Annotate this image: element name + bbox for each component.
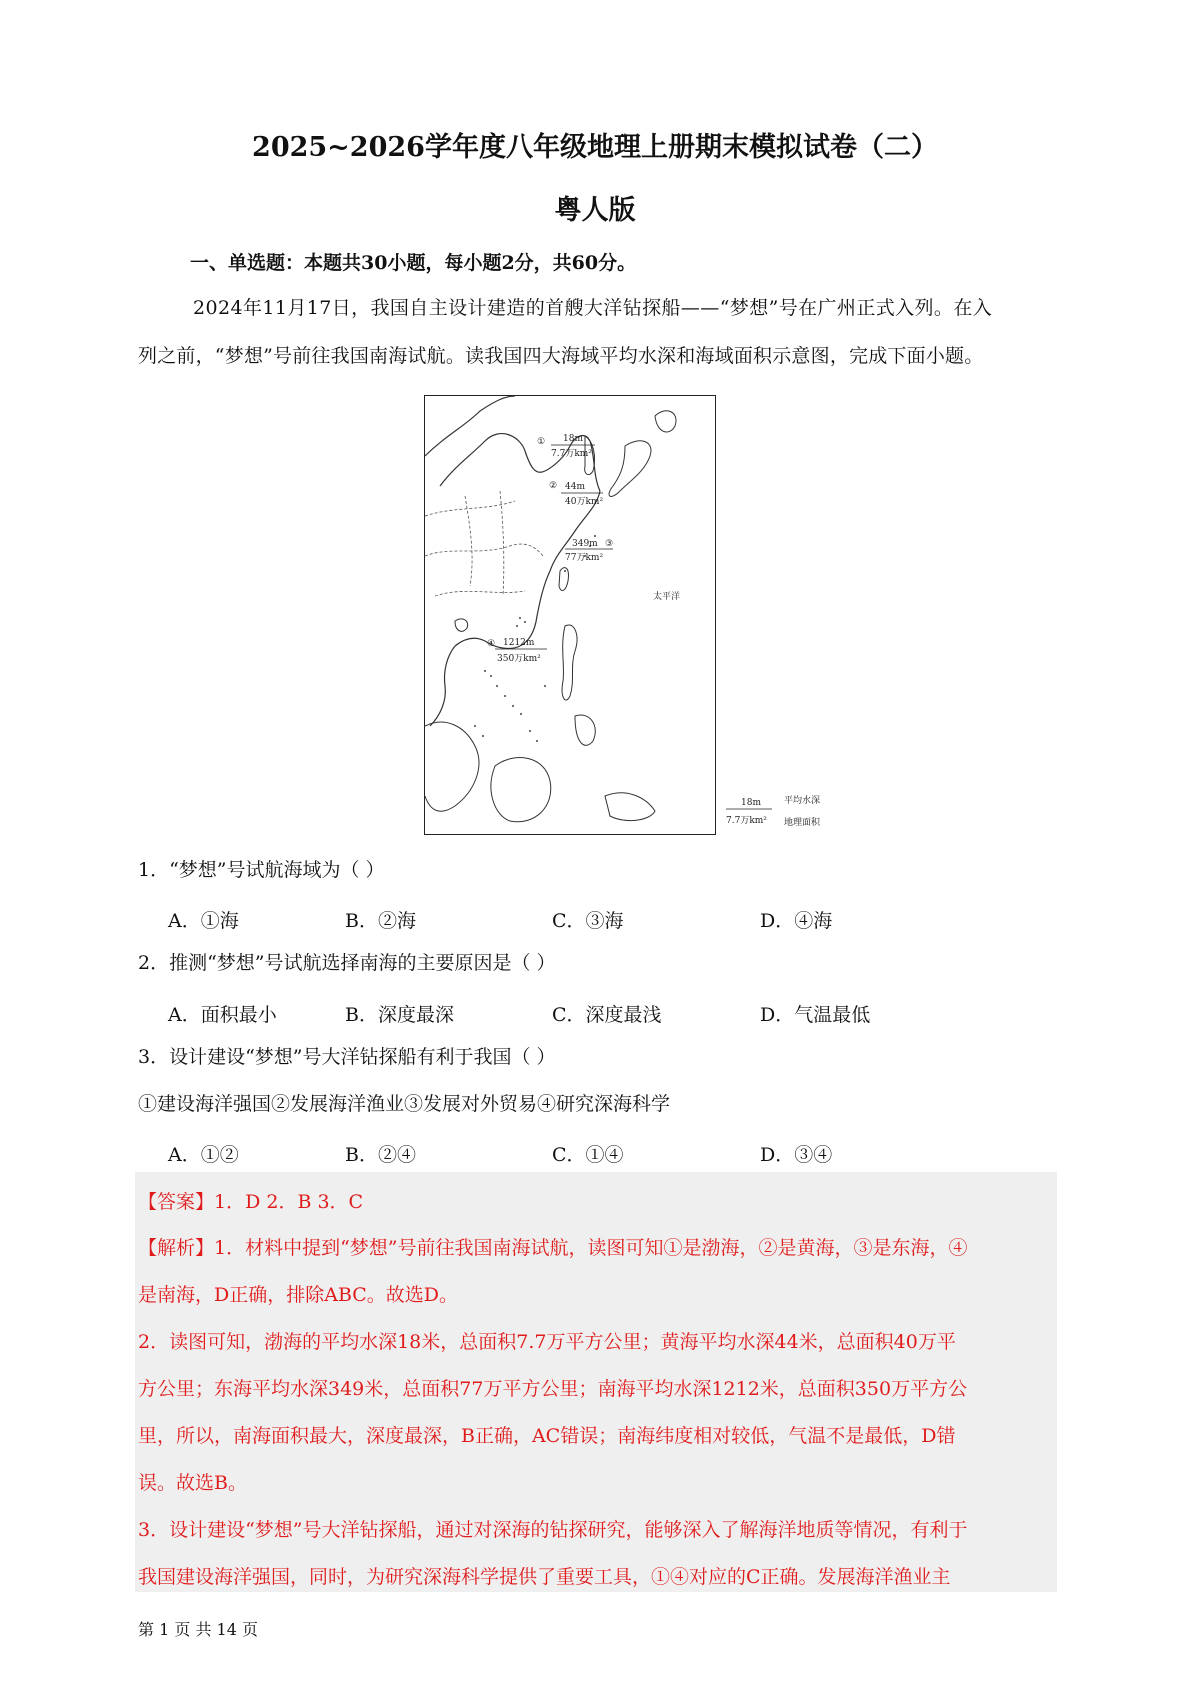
question-2-option-d[interactable]: D．气温最低 [760,1004,871,1026]
analysis-line-4: 方公里；东海平均水深349米，总面积77万平方公里；南海平均水深1212米，总面积350万平方公 [138,1378,968,1400]
sea-map-figure [424,395,716,835]
pacific-ocean-label: 太平洋 [653,592,681,602]
question-3-option-b[interactable]: B．②④ [345,1144,416,1166]
passage-line-2: 列之前，“梦想”号前往我国南海试航。读我国四大海域平均水深和海域面积示意图，完成下面小题。 [138,345,984,367]
question-3-option-c[interactable]: C．①④ [552,1144,624,1166]
question-1-stem: 1．“梦想”号试航海域为（ ） [138,859,385,881]
passage-line-1: 2024年11月17日，我国自主设计建造的首艘大洋钻探船——“梦想”号在广州正式入列。在入 [193,297,993,319]
svg-text:7.7万km²: 7.7万km² [551,449,592,459]
sea-4-label [487,638,547,664]
svg-text:40万km²: 40万km² [565,497,604,507]
sea-map-drawing [425,396,715,834]
sea-1-label [537,434,595,459]
sea-3-label [565,539,613,563]
map-legend [724,793,834,833]
question-2-option-c[interactable]: C．深度最浅 [552,1004,662,1026]
question-3-option-d[interactable]: D．③④ [760,1144,833,1166]
svg-text:18m: 18m [563,434,583,444]
svg-text:77万km²: 77万km² [565,553,604,563]
question-2-stem: 2．推测“梦想”号试航选择南海的主要原因是（ ） [138,952,556,974]
answer-line: 【答案】1．D 2．B 3．C [138,1191,364,1213]
svg-text:7.7万km²: 7.7万km² [726,816,767,826]
question-3-option-a[interactable]: A．①② [168,1144,239,1166]
svg-text:44m: 44m [565,482,585,492]
svg-text:②: ② [549,481,558,491]
analysis-line-5: 里，所以，南海面积最大，深度最深，B正确，AC错误；南海纬度相对较低，气温不是最低，D错 [138,1425,956,1447]
question-3-statement: ①建设海洋强国②发展海洋渔业③发展对外贸易④研究深海科学 [138,1093,671,1115]
svg-text:350万km²: 350万km² [497,654,541,664]
analysis-line-3: 2．读图可知，渤海的平均水深18米，总面积7.7万平方公里；黄海平均水深44米，总面积40万平 [138,1331,956,1353]
svg-text:地理面积: 地理面积 [784,818,821,828]
svg-text:349m: 349m [572,539,598,549]
analysis-line-8: 我国建设海洋强国，同时，为研究深海科学提供了重要工具，①④对应的C正确。发展海洋渔业主 [138,1566,951,1588]
svg-text:①: ① [537,437,546,447]
question-3-stem: 3．设计建设“梦想”号大洋钻探船有利于我国（ ） [138,1046,556,1068]
svg-text:④: ④ [487,639,496,649]
page-title: 2025~2026学年度八年级地理上册期末模拟试卷（二） [252,132,938,163]
question-2-option-b[interactable]: B．深度最深 [345,1004,454,1026]
analysis-line-7: 3．设计建设“梦想”号大洋钻探船，通过对深海的钻探研究，能够深入了解海洋地质等情况，有利于 [138,1519,968,1541]
analysis-line-1: 【解析】1．材料中提到“梦想”号前往我国南海试航，读图可知①是渤海，②是黄海，③是东海，④ [138,1237,968,1259]
analysis-line-2: 是南海，D正确，排除ABC。故选D。 [138,1284,459,1306]
question-1-option-b[interactable]: B．②海 [345,910,416,932]
question-2-option-a[interactable]: A．面积最小 [168,1004,277,1026]
islands [425,411,676,822]
section-heading: 一、单选题：本题共30小题，每小题2分，共60分。 [190,252,637,274]
question-1-option-a[interactable]: A．①海 [168,910,239,932]
page-number: 第 1 页 共 14 页 [138,1620,258,1639]
province-borders [425,491,543,596]
question-1-option-c[interactable]: C．③海 [552,910,624,932]
svg-text:③: ③ [605,539,614,549]
page-subtitle: 粤人版 [554,195,636,226]
question-1-option-d[interactable]: D．④海 [760,910,833,932]
sea-2-label [549,481,603,507]
svg-text:1212m: 1212m [503,638,535,648]
analysis-line-6: 误。故选B。 [138,1472,247,1494]
svg-text:18m: 18m [741,798,761,808]
svg-text:平均水深: 平均水深 [784,796,821,806]
